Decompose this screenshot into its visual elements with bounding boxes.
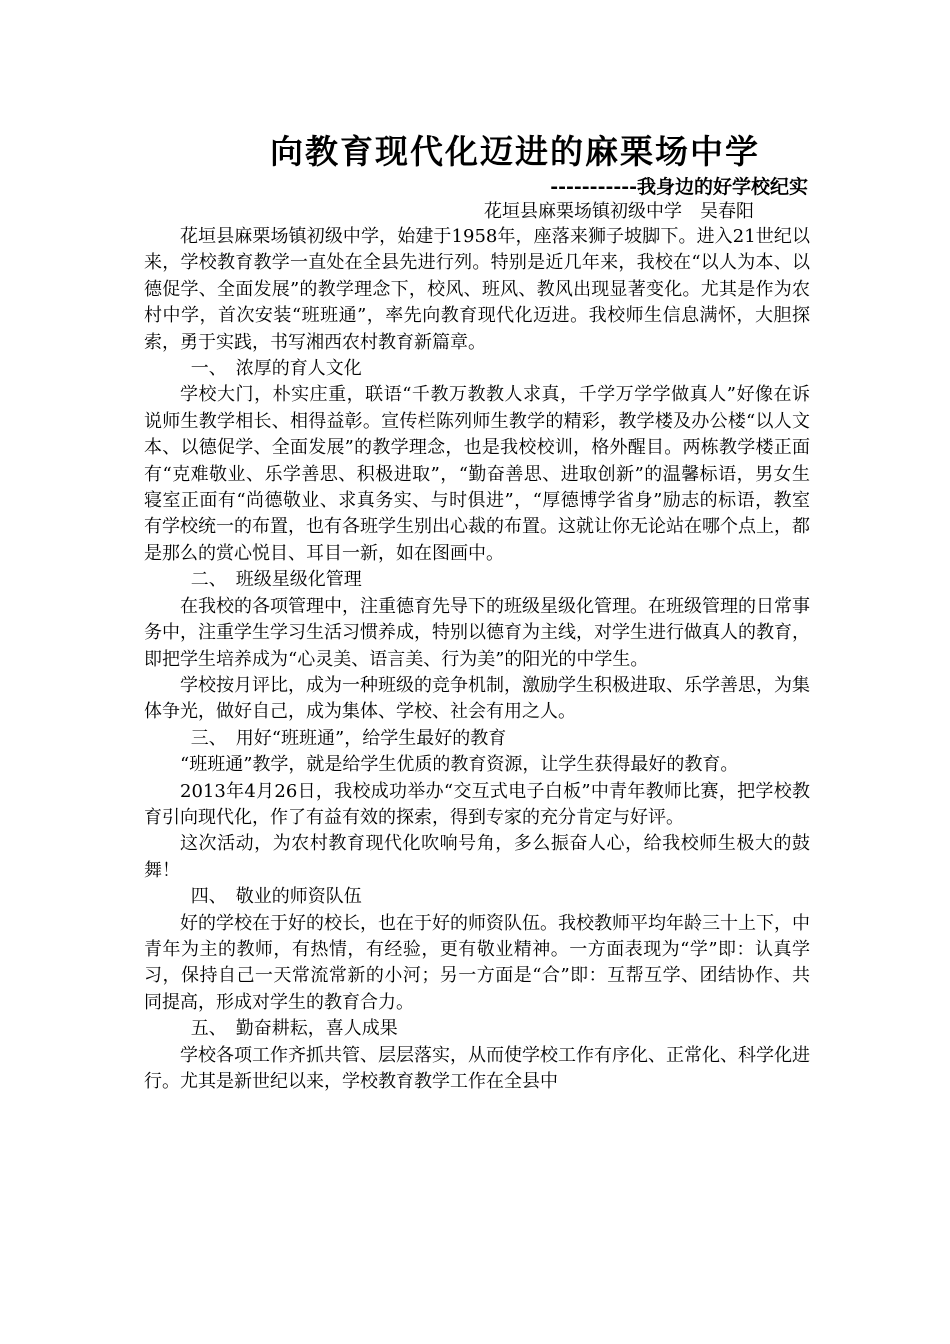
document-title: 向教育现代化迈进的麻栗场中学: [270, 132, 760, 171]
section-1-paragraph-1: 学校大门，朴实庄重，联语“千教万教教人求真，千学万学学做真人”好像在诉说师生教学相长、相得益彰。宣传栏陈列师生教学的精彩，教学楼及办公楼“以人文本、以德促学、全面发展”的教学理念，也是我校校训，格外醒目。两栋教学楼正面有“克难敬业、乐学善思、积极进取”，“勤奋善思、进取创新”的温馨标语，男女生寝室正面有“尚德敬业、求真务实、与时俱进”，“厚德博学省身”励志的标语，教室有学校统一的布置，也有各班学生别出心裁的布置。这就让你无论站在哪个点上，都是那么的赏心悦目、耳目一新，如在图画中。: [144, 384, 810, 564]
section-heading-1: 一、 浓厚的育人文化: [190, 358, 362, 380]
document-body: [144, 224, 810, 1095]
section-3-paragraph-2: 2013年4月26日，我校成功举办“交互式电子白板”中青年教师比赛，把学校教育引向现代化，作了有益有效的探索，得到专家的充分肯定与好评。: [144, 780, 810, 828]
section-2-paragraph-2: 学校按月评比，成为一种班级的竞争机制，激励学生积极进取、乐学善思，为集体争光，做好自己，成为集体、学校、社会有用之人。: [144, 674, 810, 723]
section-heading-5: 五、 勤奋耕耘，喜人成果: [190, 1018, 398, 1040]
section-heading-3: 三、 用好“班班通”，给学生最好的教育: [190, 727, 507, 749]
document-subtitle: -----------我身边的好学校纪实: [550, 176, 808, 198]
section-heading-2: 二、 班级星级化管理: [190, 569, 362, 591]
section-5-paragraph-1: 学校各项工作齐抓共管、层层落实，从而使学校工作有序化、正常化、科学化进行。尤其是新世纪以来，学校教育教学工作在全县中: [144, 1044, 810, 1092]
section-2-paragraph-1: 在我校的各项管理中，注重德育先导下的班级星级化管理。在班级管理的日常事务中，注重学生学习生活习惯养成，特别以德育为主线，对学生进行做真人的教育，即把学生培养成为“心灵美、语言美、行为美”的阳光的中学生。: [144, 595, 810, 670]
intro-paragraph: 花垣县麻栗场镇初级中学，始建于1958年，座落来狮子坡脚下。进入21世纪以来，学校教育教学一直处在全县先进行列。特别是近几年来，我校在“以人为本、以德促学、全面发展”的教学理念下，校风、班风、教风出现显著变化。尤其是作为农村中学，首次安装“班班通”，率先向教育现代化迈进。我校师生信息满怀，大胆探索，勇于实践，书写湘西农村教育新篇章。: [144, 226, 810, 353]
section-3-paragraph-1: “班班通”教学，就是给学生优质的教育资源，让学生获得最好的教育。: [180, 754, 739, 776]
section-3-paragraph-3: 这次活动，为农村教育现代化吹响号角，多么振奋人心，给我校师生极大的鼓舞！: [144, 833, 810, 881]
section-heading-4: 四、 敬业的师资队伍: [190, 886, 362, 908]
document-byline: 花垣县麻栗场镇初级中学 吴春阳: [484, 201, 754, 222]
section-4-paragraph-1: 好的学校在于好的校长，也在于好的师资队伍。我校教师平均年龄三十上下，中青年为主的教师，有热情，有经验，更有敬业精神。一方面表现为“学”即：认真学习，保持自己一天常流常新的小河；另一方面是“合”即：互帮互学、团结协作、共同提高，形成对学生的教育合力。: [144, 912, 810, 1013]
